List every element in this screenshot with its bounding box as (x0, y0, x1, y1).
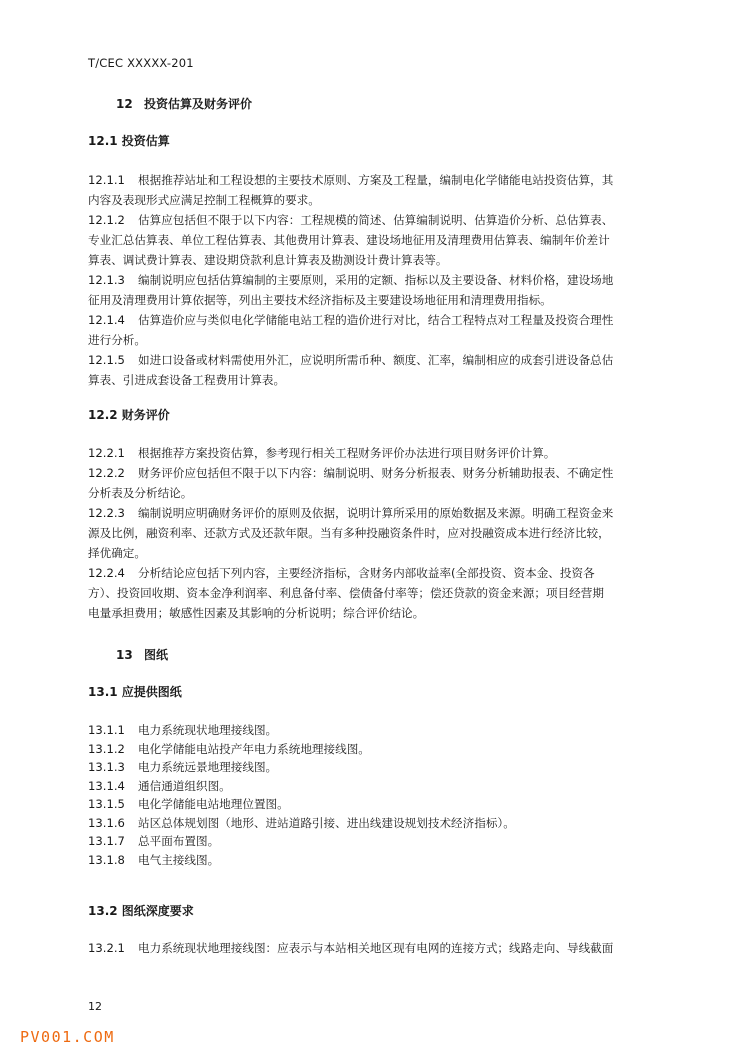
item-text: 电气主接线图。 (138, 852, 220, 867)
clause-12-2-1 (88, 443, 684, 463)
list-item (88, 721, 684, 740)
clause-text: 专业汇总估算表、单位工程估算表、其他费用计算表、建设场地征用及清理费用估算表、编制年价差计 (88, 233, 610, 247)
item-number: 13.1.2 (88, 741, 125, 756)
chapter-number: 12 (116, 97, 133, 111)
list-item (88, 851, 684, 870)
clause-12-1-5 (88, 350, 684, 390)
item-number: 13.1.1 (88, 723, 125, 737)
clause-text: 分析结论应包括下列内容，主要经济指标，含财务内部收益率(全部投资、资本金、投资各 (138, 566, 595, 580)
item-number: 13.1.7 (88, 834, 125, 848)
item-number: 13.1.4 (88, 778, 125, 793)
section-body-12-2 (88, 443, 684, 623)
section-heading-13-1: 13.1 应提供图纸 (88, 685, 182, 699)
clause-text: 方）、投资回收期、资本金净利润率、利息备付率、偿债备付率等；偿还贷款的资金来源；项目经营期 (88, 586, 604, 600)
clause-text: 根据推荐方案投资估算，参考现行相关工程财务评价办法进行项目财务评价计算。 (138, 446, 556, 460)
section-body-13-2 (88, 938, 684, 958)
list-item (88, 777, 684, 796)
item-text: 总平面布置图。 (138, 834, 220, 848)
clause-text: 进行分析。 (88, 333, 146, 347)
drawing-list (88, 721, 684, 869)
clause-number: 12.2.2 (88, 466, 125, 480)
item-number: 13.1.3 (88, 760, 125, 774)
clause-13-2-1 (88, 938, 684, 958)
clause-number: 12.1.1 (88, 173, 125, 187)
section-heading-12-1: 12.1 投资估算 (88, 134, 170, 148)
clause-12-1-2 (88, 210, 684, 270)
clause-number: 13.2.1 (88, 941, 125, 955)
clause-text: 根据推荐站址和工程设想的主要技术原则、方案及工程量，编制电化学储能电站投资估算，其 (138, 173, 614, 187)
clause-number: 12.1.4 (88, 313, 125, 327)
clause-text: 内容及表现形式应满足控制工程概算的要求。 (88, 193, 320, 207)
clause-text: 估算应包括但不限于以下内容：工程规模的简述、估算编制说明、估算造价分析、总估算表、 (138, 213, 614, 227)
list-item (88, 795, 684, 814)
clause-number: 12.1.3 (88, 273, 125, 287)
item-number: 13.1.8 (88, 852, 125, 867)
chapter-heading-12 (116, 95, 712, 112)
clause-text: 电力系统现状地理接线图：应表示与本站相关地区现有电网的连接方式；线路走向、导线截面 (138, 941, 614, 955)
clause-12-1-3 (88, 270, 684, 310)
chapter-title: 图纸 (144, 648, 169, 662)
list-item (88, 814, 684, 833)
list-item (88, 740, 684, 759)
clause-12-2-4 (88, 563, 684, 623)
site-watermark: PV001.COM (20, 1028, 115, 1046)
item-text: 电化学储能电站地理位置图。 (138, 797, 289, 811)
item-text: 电力系统现状地理接线图。 (138, 723, 278, 737)
clause-12-1-4 (88, 310, 684, 350)
clause-text: 编制说明应包括估算编制的主要原则，采用的定额、指标以及主要设备、材料价格，建设场地 (138, 273, 614, 287)
clause-text: 择优确定。 (88, 546, 146, 560)
clause-number: 12.1.5 (88, 353, 125, 367)
list-item (88, 832, 684, 851)
item-text: 站区总体规划图（地形、进站道路引接、进出线建设规划技术经济指标）。 (138, 815, 515, 830)
clause-12-1-1 (88, 170, 684, 210)
list-item (88, 758, 684, 777)
clause-number: 12.2.4 (88, 566, 125, 580)
item-text: 电化学储能电站投产年电力系统地理接线图。 (138, 741, 370, 756)
page-number: 12 (88, 1000, 102, 1013)
clause-text: 征用及清理费用计算依据等，列出主要技术经济指标及主要建设场地征用和清理费用指标。 (88, 293, 552, 307)
clause-text: 编制说明应明确财务评价的原则及依据，说明计算所采用的原始数据及来源。明确工程资金来 (138, 506, 614, 520)
section-heading-12-2: 12.2 财务评价 (88, 408, 170, 422)
clause-text: 如进口设备或材料需使用外汇，应说明所需币种、额度、汇率，编制相应的成套引进设备总估 (138, 353, 614, 367)
clause-12-2-2 (88, 463, 684, 503)
chapter-title: 投资估算及财务评价 (144, 97, 253, 111)
item-number: 13.1.5 (88, 797, 125, 811)
item-text: 电力系统远景地理接线图。 (138, 760, 278, 774)
clause-12-2-3 (88, 503, 684, 563)
clause-text: 源及比例，融资利率、还款方式及还款年限。当有多种投融资条件时，应对投融资成本进行经济比较， (88, 526, 610, 540)
clause-number: 12.1.2 (88, 213, 125, 227)
section-heading-13-2: 13.2 图纸深度要求 (88, 904, 194, 918)
clause-text: 估算造价应与类似电化学储能电站工程的造价进行对比，结合工程特点对工程量及投资合理性 (138, 313, 614, 327)
clause-number: 12.2.1 (88, 446, 125, 460)
item-number: 13.1.6 (88, 815, 125, 830)
clause-text: 分析表及分析结论。 (88, 486, 193, 500)
clause-text: 财务评价应包括但不限于以下内容：编制说明、财务分析报表、财务分析辅助报表、不确定性 (138, 466, 614, 480)
clause-text: 电量承担费用；敏感性因素及其影响的分析说明；综合评价结论。 (88, 606, 425, 620)
item-text: 通信通道组织图。 (138, 778, 231, 793)
clause-number: 12.2.3 (88, 506, 125, 520)
chapter-heading-13 (116, 646, 712, 663)
section-body-12-1 (88, 170, 684, 390)
clause-text: 算表、引进成套设备工程费用计算表。 (88, 373, 286, 387)
clause-text: 算表、调试费计算表、建设期贷款利息计算表及勘测设计费计算表等。 (88, 253, 448, 267)
chapter-number: 13 (116, 648, 133, 662)
standard-code: T/CEC XXXXX-201 (88, 56, 194, 70)
